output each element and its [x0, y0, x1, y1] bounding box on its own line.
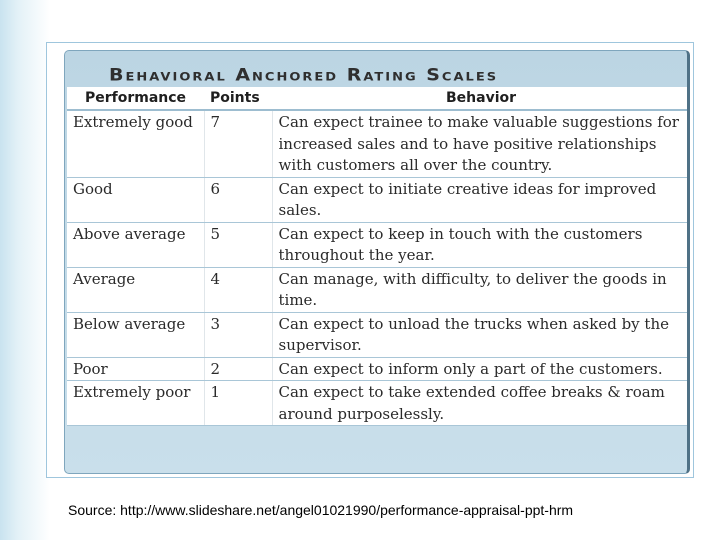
performance-cell: Poor: [67, 357, 204, 381]
behavior-cell: Can expect to keep in touch with the customers throughout the year.: [272, 222, 690, 267]
behavior-cell: Can manage, with difficulty, to deliver the goods in time.: [272, 267, 690, 312]
table-row: [67, 222, 690, 267]
rating-scale-panel: [64, 50, 690, 474]
behavior-cell: Can expect to take extended coffee breaks & roam around purposelessly.: [272, 381, 690, 426]
points-cell: 1: [204, 381, 272, 426]
performance-cell: Good: [67, 177, 204, 222]
points-cell: 3: [204, 312, 272, 357]
rating-scale-table: [67, 87, 690, 426]
points-cell: 7: [204, 110, 272, 177]
table-row: [67, 110, 690, 177]
performance-cell: Average: [67, 267, 204, 312]
table-row: [67, 267, 690, 312]
performance-cell: Below average: [67, 312, 204, 357]
points-cell: 2: [204, 357, 272, 381]
behavior-cell: Can expect to unload the trucks when asked by the supervisor.: [272, 312, 690, 357]
table-row: [67, 312, 690, 357]
source-citation: Source: http://www.slideshare.net/angel01021990/performance-appraisal-ppt-hrm: [68, 502, 574, 518]
performance-cell: Extremely good: [67, 110, 204, 177]
column-header-points: Points: [204, 87, 272, 110]
table-row: [67, 177, 690, 222]
points-cell: 5: [204, 222, 272, 267]
performance-cell: Above average: [67, 222, 204, 267]
table-header-row: [67, 87, 690, 110]
column-header-behavior: Behavior: [272, 87, 690, 110]
behavior-cell: Can expect to inform only a part of the customers.: [272, 357, 690, 381]
column-header-performance: Performance: [67, 87, 204, 110]
behavior-cell: Can expect to initiate creative ideas for improved sales.: [272, 177, 690, 222]
points-cell: 4: [204, 267, 272, 312]
behavior-cell: Can expect trainee to make valuable suggestions for increased sales and to have positive relationships with customers all over the country.: [272, 110, 690, 177]
performance-cell: Extremely poor: [67, 381, 204, 426]
panel-title: Behavioral Anchored Rating Scales: [109, 65, 499, 85]
table-row: [67, 381, 690, 426]
table-row: [67, 357, 690, 381]
points-cell: 6: [204, 177, 272, 222]
